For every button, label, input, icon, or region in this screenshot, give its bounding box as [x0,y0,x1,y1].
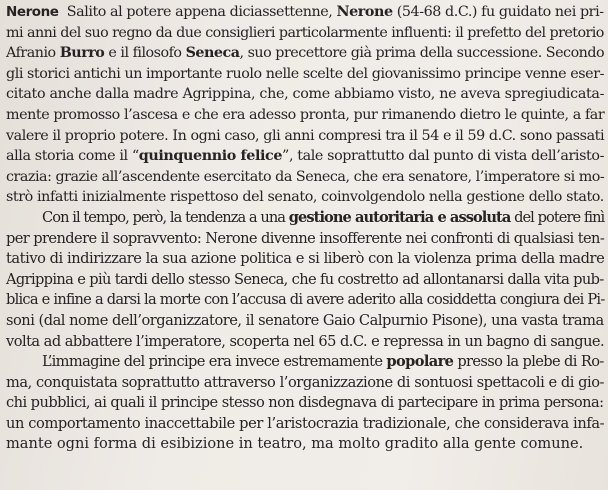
text-span: chi pubblici, ai quali il principe stesso non disdegnava di partecipare in prima persona: [6,394,604,412]
paragraph-popolarita [6,352,606,455]
text-line [6,43,606,64]
text-line [6,311,606,332]
text-line [6,373,606,394]
text-span: ”, tale soprattutto dal punto di vista dell’aristo- [282,148,605,165]
text-line [6,414,606,435]
text-line [6,332,606,353]
text-line [6,393,606,414]
text-line [6,2,606,23]
text-line [6,249,606,270]
paragraph-nerone-intro [6,2,606,208]
text-span: mente promosso l’ascesa e che era adesso pronta, pur rimanendo dietro le quinte, a far [6,106,605,123]
text-span: Salito al potere appena diciassettenne, [58,4,337,20]
text-span: Agrippina e più tardi dello stesso Seneca, che fu costretto ad allontanarsi dalla vita pub- [6,270,604,288]
text-span: valere il proprio potere. In ogni caso, gli anni compresi tra il 54 e il 59 d.C. sono passati [6,127,605,144]
text-line [6,64,606,85]
text-span: Con il tempo, però, la tendenza a una [42,208,289,226]
text-span: (54-68 d.C.) fu guidato nei pri- [392,4,604,20]
text-span: per prendere il sopravvento: Nerone divenne insofferente nei confronti di qualsiasi ten- [6,229,605,247]
text-span: strò infatti inizialmente rispettoso del senato, coinvolgendolo nella gestione dello stato. [6,189,604,206]
text-line [6,105,606,126]
text-span: mante ogni forma di esibizione in teatro, ma molto gradito alla gente comune. [6,435,584,453]
text-span: Afranio [6,45,60,62]
text-line [6,352,606,373]
text-line [6,146,606,167]
page-text [6,2,606,455]
bold-term: quinquennio felice [138,148,283,165]
text-line [6,290,606,311]
bold-term: Seneca [185,45,240,62]
text-span: volta ad abbattere l’imperatore, scoperta nel 65 d.C. e repressa in un bagno di sangue. [6,332,605,350]
text-span: L’immagine del principe era invece estremamente [42,353,387,371]
text-span: un comportamento inaccettabile per l’aristocrazia tradizionale, che considerava infa- [6,414,605,432]
text-span: alla storia come il “ [6,148,139,165]
text-span: soni (dal nome dell’organizzatore, il senatore Gaio Calpurnio Pisone), una vasta trama [6,311,604,329]
text-span: mi anni del suo regno da due consiglieri particolarmente influenti: il prefetto del pretorio [6,24,604,41]
text-span: citato anche dalla madre Agrippina, che, come abbiamo visto, ne aveva spregiudicata- [6,86,605,103]
bold-term: gestione autoritaria e assoluta [288,208,511,226]
text-line [6,126,606,147]
term-heading: Nerone [6,4,59,20]
text-line [6,187,606,208]
bold-term: Nerone [336,4,393,20]
text-line [6,167,606,188]
text-span: presso la plebe di Ro- [453,353,604,371]
bold-term: popolare [386,353,454,371]
text-line [6,23,606,44]
text-span: , suo precettore già prima della successione. Secondo [239,45,605,62]
text-line [6,84,606,105]
text-span: e il filosofo [104,45,186,62]
text-span: ma, conquistata soprattutto attraverso l’organizzazione di sontuosi spettacoli e di gio- [6,373,605,391]
paragraph-autoritarismo [6,208,606,352]
text-span: crazia: grazie all’ascendente esercitato da Seneca, che era senatore, l’imperatore si mo- [6,168,605,185]
text-span: tativo di indirizzare la sua azione politica e si liberò con la violenza prima della madre [6,250,605,268]
text-span: del potere finì [510,208,605,226]
text-line [6,434,606,455]
text-line [6,229,606,250]
text-span: gli storici antichi un importante ruolo nelle scelte del giovanissimo principe venne eser- [6,65,604,82]
text-line [6,208,606,229]
text-span: blica e infine a darsi la morte con l’accusa di avere aderito alla cosiddetta congiura dei Pi- [6,291,605,309]
bold-term: Burro [59,45,105,62]
text-line [6,270,606,291]
